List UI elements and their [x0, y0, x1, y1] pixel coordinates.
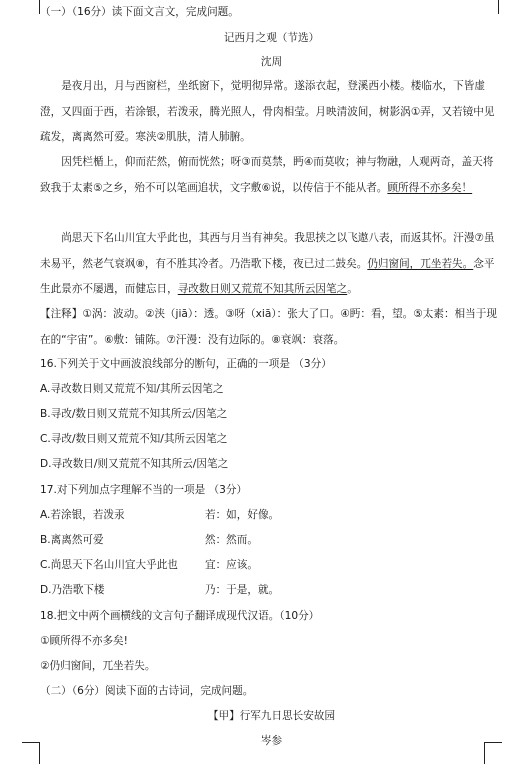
- essay-paragraph-2: 因凭栏楯上，仰而茫然，俯而恍然；呀③而莫禁，眄④而莫收；神与物融，人观两奇，盖天将致我于太素⑤之乡，殆不可以笔画追状，文字敷⑥说，以传信于不能从者。顾所得不亦多矣！: [40, 156, 494, 194]
- question-16: 16.下列关于文中画波浪线部分的断句，正确的一项是 （3分）: [40, 358, 332, 370]
- essay-paragraph-1: 是夜月出，月与西窗栏，坐纸窗下，觉明彻异常。遂添衣起，登溪西小楼。楼临水，下皆虚澄，又四面于西，若涂银，若泼汞，腾光照人，骨肉相莹。月映清波间，树影涡①弄，又若镜中见疏发，离离然可爱。寒浃②肌肤，清人肺腑。: [40, 80, 495, 143]
- question-17-option-d: D.乃浩歌下楼 乃：于是，就。: [40, 584, 280, 596]
- underlined-sentence-1: 顾所得不亦多矣！: [387, 181, 473, 194]
- poem-author: 岑参: [260, 735, 283, 747]
- poem-title: 【甲】行军九日思长安故园: [207, 710, 336, 722]
- essay-paragraph-3: 尚思天下名山川宜大乎此也，其西与月当有神矣。我思挟之以飞遨八表，而返其怀。汗漫⑦虽未易平，然老气衰飒⑧，有不胜其冷者。乃浩歌下楼，夜已过二鼓矣。仍归窗间，兀坐若失。念平生此景亦不屡遇，而健忘日，寻改数日则又荒荒不知其所云因笔之。: [40, 232, 495, 295]
- section-one-header: （一）（16分）读下面文言文，完成问题。: [40, 6, 239, 18]
- question-16-option-c: C.寻改/数日则又荒荒不知/其所云因笔之: [40, 433, 228, 445]
- underlined-sentence-2: 仍归窗间，兀坐若失。: [367, 257, 474, 270]
- question-17-option-b: B.离离然可爱 然：然而。: [40, 534, 258, 546]
- question-17-option-a: A.若涂银，若泼汞 若：如，好像。: [40, 509, 280, 521]
- section-two-header: （二）（6分）阅读下面的古诗词，完成问题。: [40, 685, 254, 697]
- question-18: 18.把文中两个画横线的文言句子翻译成现代汉语。（10分）: [40, 610, 320, 622]
- question-16-option-b: B.寻改/数日则又荒荒不知其所云/因笔之: [40, 408, 228, 420]
- essay-title: 记西月之观（节选）: [223, 32, 320, 44]
- question-16-option-d: D.寻改数日/则又荒荒不知其所云/因笔之: [40, 458, 229, 470]
- question-18-item-1: ①顾所得不亦多矣!: [40, 635, 128, 647]
- essay-notes: 【注释】①涡：波动。②浃（jiā）：透。③呀（xiā）：张大了口。④眄：看，望。⑤太素：相当于现在的“宇宙”。⑥敷：铺陈。⑦汗漫：没有边际的。⑧衰飒：衰落。: [40, 308, 497, 346]
- crop-mark-bottom-left-h: [22, 742, 39, 743]
- question-16-option-a: A.寻改数日则又荒荒不知/其所云因笔之: [40, 383, 224, 395]
- question-17-option-c: C.尚思天下名山川宜大乎此也 宜：应该。: [40, 559, 258, 571]
- wavy-underlined-sentence: 寻改数日则又荒荒不知其所云因笔之: [177, 283, 348, 295]
- question-17: 17.对下列加点字理解不当的一项是 （3分）: [40, 484, 248, 496]
- question-18-item-2: ②仍归窗间，兀坐若失。: [40, 660, 156, 672]
- essay-author: 沈周: [260, 56, 283, 68]
